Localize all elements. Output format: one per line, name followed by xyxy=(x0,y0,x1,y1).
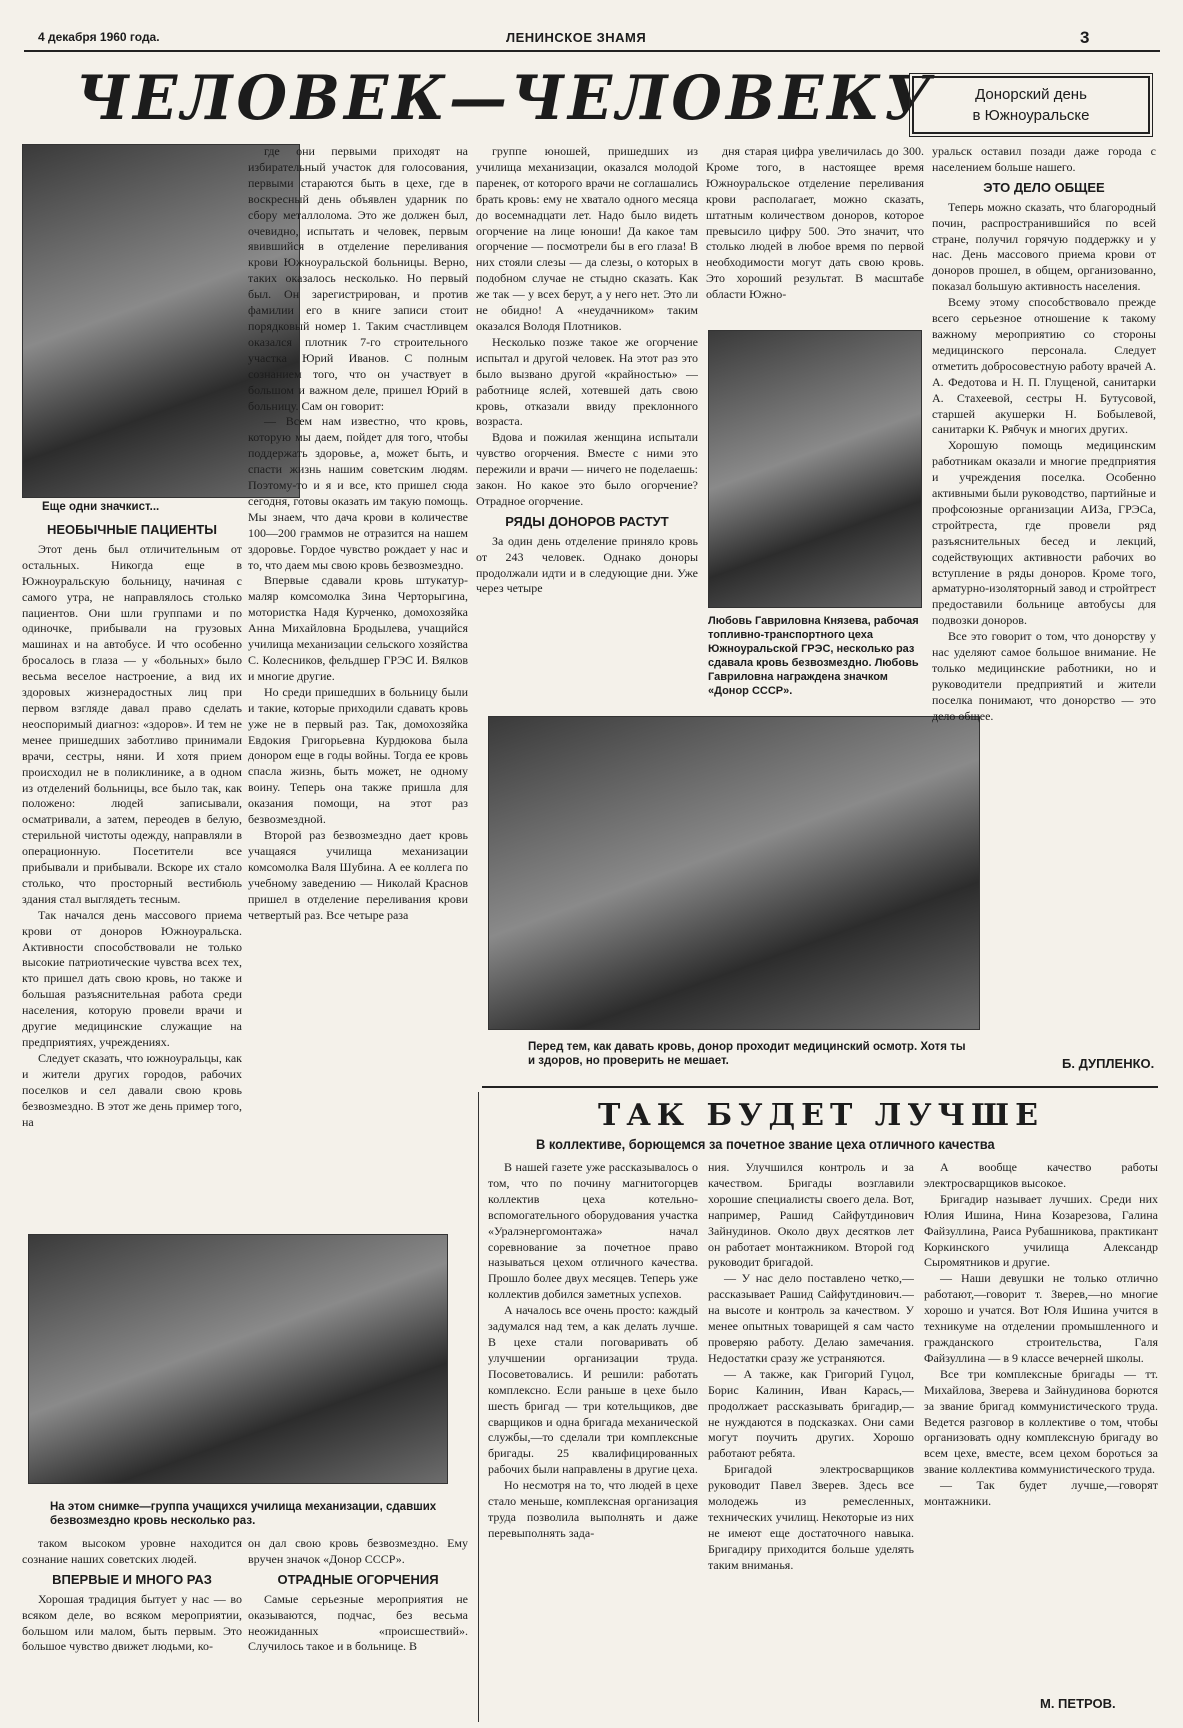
column2-text2: Впервые сдавали кровь штукатур-маляр комсомолка Зина Черторыгина, мотористка Надя Курченко, домохозяйка Анна Михайловна Бродылева, учащийся училища механизации сельского хозяйства С. Колесников, фельдшер ГРЭС И. Вялков и многие другие. xyxy=(248,573,468,683)
column2-text3: Но среди пришедших в больницу были и такие, которые приходили сдавать кровь уже не в первый раз. Так, домохозяйка Евдокия Григорьевна Курдюкова была донором еще в годы войны. Тогда ее кровь спасла жизнь, быть может, не одному воину. Теперь она также пришла для оказания помощи, на этот раз безвозмездной. xyxy=(248,684,468,827)
column3-text: группе юношей, пришедших из училища механизации, оказался молодой паренек, от которого врачи не соглашались брать кровь: ему не хватало одного месяца до восемнадцати лет. Надо было видеть огорчение на лице юноши! Да какое там огорчение — посмотрели бы в его глаза! В них стояли слезы — да слезы, о которых в подобном случае не стыдно сказать. Как же так — у всех берут, а у него нет. Это ли не обидно! А «неудачником» таким оказался Володя Плотников. xyxy=(476,144,698,333)
column5-text2: Теперь можно сказать, что благородный почин, распространившийся по всей стране, получил горячую поддержку и у нас. День массового приема крови от доноров прошел, в общем, организованно, показал большую активность населения. xyxy=(932,199,1156,294)
section1-heading: НЕОБЫЧНЫЕ ПАЦИЕНТЫ xyxy=(46,522,218,537)
article2-col2-text4: Бригадой электросварщиков руководит Павел Зверев. Здесь все молодежь из ремесленных, технических училищ. Некоторые из них не имеют еще достаточного навыка. Бригадиру приходится больше уделять таким вниманья. xyxy=(708,1462,914,1572)
column-divider xyxy=(478,1092,479,1722)
article2-title: ТАК БУДЕТ ЛУЧШЕ xyxy=(598,1098,1044,1133)
column3-text2: Несколько позже такое же огорчение испытал и другой человек. На этот раз это было вызвано другой «крайностью» — работнице яслей, хотевшей дать свою кровь, отказали ввиду преклонного возраста. xyxy=(476,334,698,429)
column5-text5: Все это говорит о том, что донорству у нас уделяют самое большое внимание. Не только медицинские работники, но и руководители предприятий и жители поселка понимают, что донорство — это дело общее. xyxy=(932,629,1156,723)
page-number: 3 xyxy=(1080,28,1090,47)
column3-heading: РЯДЫ ДОНОРОВ РАСТУТ xyxy=(505,513,669,529)
column4-text: дня старая цифра увеличилась до 300. Кроме того, в настоящее время Южноуральское отделение переливания крови располагает, можно сказать, штатным количеством доноров, которое превысило цифру 500. Это значит, что столько людей в любое время по первой необходимости могут дать свою кровь. Это хороший результат. В масштабе области Южно- xyxy=(706,144,924,302)
column-1 xyxy=(22,518,242,1218)
issue-date: 4 декабря 1960 года. xyxy=(38,30,160,44)
column-3 xyxy=(476,144,698,714)
column5-heading: ЭТО ДЕЛО ОБЩЕЕ xyxy=(983,179,1105,195)
newspaper-name: ЛЕНИНСКОЕ ЗНАМЯ xyxy=(506,30,647,45)
medical-exam-photo xyxy=(488,716,980,1030)
column2-quote: — Всем нам известно, что кровь, которую мы даем, пойдет для того, чтобы поддержать здоровье, а, может быть, и спасти жизнь нашим советским людям. Поэтому-то и я и все, кто пришел сюда сегодня, готовы оказать им такую помощь. Мы знаем, что дача крови в количестве 100—200 граммов не отразится на нашем здоровье. Гордое чувство рождает у нас и то, что даем мы свою кровь безвозмездно. xyxy=(248,414,468,572)
box-title-line1: Донорский день xyxy=(975,86,1087,103)
section-box-title xyxy=(912,76,1150,134)
photo1-caption: Еще одни значкист... xyxy=(42,501,160,513)
column3-text4: За один день отделение приняло кровь от 243 человек. Однако доноры продолжали идти и в следующие дни. Уже через четыре xyxy=(476,533,698,596)
bottom-mid-text2: Самые серьезные мероприятия не оказываются, подчас, без весьма неожиданных «происшествий». Случилось такое и в больнице. В xyxy=(248,1591,468,1654)
bottom-left-text2: Хорошая традиция бытует у нас — во всяком деле, во всяком мероприятии, большом или малом, быть первым. Это большое чувство движет людьми, ко- xyxy=(22,1591,242,1654)
column5-text3: Всему этому способствовало прежде всего серьезное отношение к такому важному мероприятию со стороны медицинского персонала. Следует отметить добросовестную работу врачей А. А. Федотова и Н. П. Глущеной, санитарки А. Стахеевой, сестры Н. Бутусовой, старшей акушерки Н. Бобылевой, санитарки К. Рябчук и многих других. xyxy=(932,295,1156,437)
article2-col3-text5: — Так будет лучше,—говорят монтажники. xyxy=(924,1478,1158,1509)
bottom-left-column xyxy=(22,1536,242,1726)
article2-subtitle: В коллективе, борющемся за почетное звание цеха отличного качества xyxy=(536,1136,995,1152)
article2-col3-text3: — Наши девушки не только отлично работают,—говорит т. Зверев,—но многие хорошо и учатся. Вот Юля Ишина учится в техникуме на отделении промышленного и гражданского строительства, Галя Файзуллина — в 9 классе вечерней школы. xyxy=(924,1271,1158,1365)
article2-col1-text2: А началось все очень просто: каждый задумался над тем, а как делать лучше. В цехе стали поговаривать об улучшении организации труда. Посоветовались. И решили: работать комплексно. Если раньше в цехе было шесть бригад — три котельщиков, две сварщиков и одна бригада механической службы,—то сделали три комплексные бригады. 25 квалифицированных рабочих были направлены в другие цеха. xyxy=(488,1303,698,1477)
section1-text2: Так начался день массового приема крови от доноров Южноуральска. Активности способствовали не только высокие патриотические чувства всех тех, кто пришел дать свою кровь, но также и большая разъяснительная работа среди населения, которую провели врачи и другие медицинские служащие на предприятиях, учреждениях. xyxy=(22,907,242,1049)
column-5 xyxy=(932,144,1156,1084)
column3-text3: Вдова и пожилая женщина испытали чувство огорчения. Вместе с ними это пережили и врачи — ничего не поделаешь: закон. Но какое это было огорчение? Отрадное огорчение. xyxy=(476,430,698,508)
article2-column-3 xyxy=(924,1160,1158,1680)
bottom-mid-text: он дал свою кровь безвозмездно. Ему вручен значок «Донор СССР». xyxy=(248,1536,468,1566)
photo2-caption: Любовь Гавриловна Князева, рабочая топливно-транспортного цеха Южноуральской ГРЭС, несколько раз сдавала кровь безвозмездно. Любовь Гавриловна награждена значком «Донор СССР». xyxy=(708,615,919,697)
column5-text: уральск оставил позади даже города с населением больше нашего. xyxy=(932,144,1156,174)
article2-col2-text3: — А также, как Григорий Гуцол, Борис Калинин, Иван Карась,— продолжает рассказывать бригадир,—не нуждаются в подсказках. Они сами могут поучить других. Хорошо работают ребята. xyxy=(708,1366,914,1461)
article2-col2-text2: — У нас дело поставлено четко,—рассказывает Рашид Сайфутдинович.—на высоте и контроль за качеством. У менее опытных товарищей я сам часто проверяю работу. Делаю замечания. Недостатки сразу же устраняются. xyxy=(708,1271,914,1365)
article2-col3-text4: Все три комплексные бригады — тт. Михайлова, Зверева и Зайнудинова борются за звание бригад коммунистического труда. Ведется разговор в коллективе о том, чтобы организовать одну комплексную бригаду во всем цехе, вместе, всем цехом бороться за звание коллектива коммунистического труда. xyxy=(924,1366,1158,1477)
column5-signature: Б. ДУПЛЕНКО. xyxy=(1062,1056,1155,1071)
article2-col2-text: ния. Улучшился контроль и за качеством. Бригады возглавили хорошие специалисты своего дела. Вот, например, Рашид Сайфутдинович Зайнудинов. Около двух десятков лет он работает монтажником. Второй год руководит бригадой. xyxy=(708,1160,914,1270)
article2-column-1 xyxy=(488,1160,698,1726)
column2-text: где они первыми приходят на избирательный участок для голосования, первыми стараются быть в цехе, где в воскресный день объявлен ударник по сбору металлолома. Это же должен был, очевидно, испытать и человек, первым явившийся в отделение переливания крови Южноуральской больницы. Верно, таких оказалось несколько. Но первый был. Он зарегистрирован, и против фамилии его в книге записи стоит порядковый номер 1. Таким счастливцем оказался плотник 7-го строительного участка Юрий Иванов. С полным сознанием того, что он участвует в большом и важном деле, пришел Юрий в больницу. Сам он говорит: xyxy=(248,144,468,413)
bottom-left-text: таком высоком уровне находится сознание наших советских людей. xyxy=(22,1536,242,1566)
column2-text4: Второй раз безвозмездно дает кровь учащаяся училища механизации комсомолка Валя Шубина. А ее коллега по учебному заведению — Николай Краснов пришел в отделение переливания крови четвертый раз. Все четыре раза xyxy=(248,827,468,922)
section1-text3: Следует сказать, что южноуральцы, как и жители других городов, рабочих поселков и сел давали свою кровь безвозмездно. В этот же день пример того, на xyxy=(22,1050,242,1129)
donor-portrait-photo xyxy=(708,330,922,608)
students-group-photo xyxy=(28,1234,448,1484)
article-divider xyxy=(482,1086,1158,1088)
article2-col3-text2: Бригадир называет лучших. Среди них Юлия Ишина, Нина Козарезова, Галина Файзуллина, Раиса Рубашникова, практикант Коркинского училища Александр Сыромятников и другие. xyxy=(924,1191,1158,1270)
article2-col1-text: В нашей газете уже рассказывалось о том, что по почину магнитогорцев коллектив цеха котельно-вспомогательного оборудования участка «Уралэнергомонтажа» начал соревнование за почетное право называться цехом отличного качества. Прошло более двух месяцев. Теперь уже коллектив добился заметных успехов. xyxy=(488,1160,698,1302)
article2-signature: М. ПЕТРОВ. xyxy=(1040,1696,1116,1711)
page-title: ЧЕЛОВЕК—ЧЕЛОВЕКУ xyxy=(76,62,936,134)
bottom-mid-heading: ОТРАДНЫЕ ОГОРЧЕНИЯ xyxy=(277,1571,439,1587)
photo4-caption: На этом снимке—группа учащихся училища механизации, сдавших безвозмездно кровь несколько раз. xyxy=(50,1501,437,1527)
column5-text4: Хорошую помощь медицинским работникам оказали и многие предприятия и учреждения поселка. Особенно активными были руководство, партийные и профсоюзные организации АИЗа, ГРЭСа, стройтреста, где провели ряд разъяснительных бесед и лекций, содействующих активности рабочих во вступление в ряды доноров. Кроме того, арматурно-изоляторный завод и стройтрест предоставили больнице автобусы для подвозки доноров. xyxy=(932,438,1156,628)
column-2 xyxy=(248,144,468,1229)
column-4 xyxy=(706,144,924,334)
article2-col1-text3: Но несмотря на то, что людей в цехе стало меньше, комплексная организация труда позволила выполнять и даже перевыполнять зада- xyxy=(488,1478,698,1540)
bottom-mid-column xyxy=(248,1536,468,1726)
article2-col3-text: А вообще качество работы электросварщиков высокое. xyxy=(924,1160,1158,1190)
article2-column-2 xyxy=(708,1160,914,1726)
photo3-caption: Перед тем, как давать кровь, донор проходит медицинский осмотр. Хотя ты и здоров, но проверить не мешает. xyxy=(528,1041,966,1067)
bottom-left-heading: ВПЕРВЫЕ И МНОГО РАЗ xyxy=(52,1571,212,1587)
box-title-line2: в Южноуральске xyxy=(972,107,1090,124)
section1-text: Этот день был отличительным от остальных. Никогда еще в Южноуральскую больницу, начиная с самого утра, не направлялось столько пациентов. Они шли группами и по одиночке, прибывали на грузовых машинах и на автобусе. И что особенно бросалось в глаза — у «больных» было весьма веселое настроение, а вид их здоровых жизнерадостных лиц при первом взгляде давал право сделать неоспоримый диагноз: «здоров». И тем не менее пришедших заботливо принимали врачи, сестры, няни. И хотя прием происходил не в поликлинике, а в одном из отделений больницы, все было так, как положено: людей записывали, осматривали, а затем, переодев в белую, стерильной чистоты одежду, направляли в операционную. Посетители все прибывали и прибывали. Вскоре их стало столько, что просторный вестибюль здания стал выглядеть тесным. xyxy=(22,541,242,906)
header-rule xyxy=(24,50,1160,52)
